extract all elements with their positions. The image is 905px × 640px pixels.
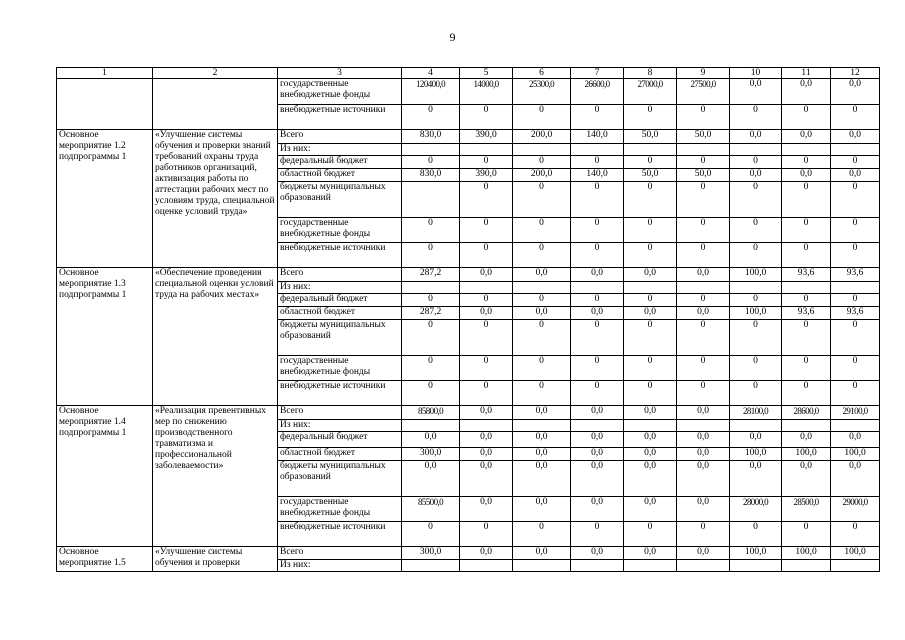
amount-cell: 830,0 <box>402 130 460 144</box>
amount-cell: 0,0 <box>624 268 677 282</box>
funding-source-cell: Из них: <box>278 282 402 294</box>
amount-cell: 0,0 <box>730 461 782 497</box>
funding-source-cell: Из них: <box>278 560 402 572</box>
column-number: 8 <box>624 68 677 79</box>
amount-cell: 287,2 <box>402 307 460 320</box>
table-row <box>57 79 880 105</box>
amount-cell: 0 <box>624 105 677 130</box>
activity-name-cell: Основное мероприятие 1.5 <box>57 547 153 572</box>
amount-cell: 0 <box>624 218 677 243</box>
amount-cell: 100,0 <box>831 547 880 560</box>
amount-cell: 0 <box>677 156 730 169</box>
amount-cell: 0 <box>782 320 831 356</box>
activity-name-cell: Основное мероприятие 1.4 подпрограммы 1 <box>57 406 153 547</box>
amount-cell: 0 <box>782 356 831 381</box>
amount-cell <box>402 144 460 156</box>
amount-cell: 29000,0 <box>831 497 880 522</box>
amount-cell: 0 <box>624 243 677 268</box>
column-number-row <box>57 68 880 79</box>
amount-cell: 0,0 <box>730 130 782 144</box>
amount-cell: 0 <box>513 182 571 218</box>
amount-cell: 0 <box>730 294 782 307</box>
amount-cell: 0,0 <box>677 461 730 497</box>
column-number: 11 <box>782 68 831 79</box>
amount-cell: 93,6 <box>831 307 880 320</box>
amount-cell: 0 <box>782 156 831 169</box>
amount-cell: 0,0 <box>677 497 730 522</box>
amount-cell: 25300,0 <box>513 79 571 105</box>
amount-cell: 100,0 <box>730 307 782 320</box>
amount-cell: 0,0 <box>782 461 831 497</box>
amount-cell: 0 <box>460 381 513 406</box>
funding-source-cell: бюджеты муниципальных образований <box>278 320 402 356</box>
column-number: 12 <box>831 68 880 79</box>
amount-cell: 0 <box>460 182 513 218</box>
amount-cell: 0,0 <box>513 432 571 448</box>
amount-cell: 0 <box>624 320 677 356</box>
amount-cell: 0 <box>831 356 880 381</box>
amount-cell: 0,0 <box>571 307 624 320</box>
amount-cell: 0,0 <box>831 169 880 182</box>
amount-cell: 0 <box>513 156 571 169</box>
funding-source-cell: областной бюджет <box>278 169 402 182</box>
amount-cell: 0 <box>460 218 513 243</box>
activity-name-cell: Основное мероприятие 1.3 подпрограммы 1 <box>57 268 153 406</box>
amount-cell: 100,0 <box>831 448 880 461</box>
funding-source-cell: Из них: <box>278 420 402 432</box>
amount-cell <box>624 144 677 156</box>
amount-cell <box>782 420 831 432</box>
amount-cell: 0,0 <box>460 547 513 560</box>
amount-cell: 0,0 <box>831 130 880 144</box>
amount-cell: 0,0 <box>571 547 624 560</box>
amount-cell: 0,0 <box>460 448 513 461</box>
amount-cell: 0,0 <box>831 432 880 448</box>
amount-cell: 0 <box>730 320 782 356</box>
table-row <box>57 130 880 144</box>
amount-cell: 0 <box>571 243 624 268</box>
amount-cell: 0,0 <box>831 79 880 105</box>
activity-title-cell: «Реализация превентивных мер по снижению производственного травматизма и профессиональной заболеваемости» <box>153 406 278 547</box>
amount-cell: 0 <box>730 218 782 243</box>
funding-source-cell: федеральный бюджет <box>278 432 402 448</box>
amount-cell: 830,0 <box>402 169 460 182</box>
amount-cell: 0 <box>782 105 831 130</box>
amount-cell <box>571 560 624 572</box>
amount-cell: 0 <box>513 243 571 268</box>
amount-cell: 0,0 <box>831 461 880 497</box>
amount-cell: 0,0 <box>624 461 677 497</box>
amount-cell <box>460 144 513 156</box>
amount-cell <box>402 282 460 294</box>
amount-cell: 0 <box>624 156 677 169</box>
amount-cell <box>460 282 513 294</box>
amount-cell: 390,0 <box>460 169 513 182</box>
amount-cell: 50,0 <box>624 130 677 144</box>
amount-cell: 0,0 <box>782 169 831 182</box>
amount-cell: 0 <box>730 182 782 218</box>
amount-cell: 0,0 <box>460 406 513 420</box>
funding-source-cell: государственные внебюджетные фонды <box>278 497 402 522</box>
amount-cell: 0 <box>624 294 677 307</box>
amount-cell: 0 <box>831 320 880 356</box>
amount-cell: 0 <box>782 218 831 243</box>
amount-cell: 0 <box>782 381 831 406</box>
amount-cell: 0 <box>730 156 782 169</box>
funding-source-cell: федеральный бюджет <box>278 156 402 169</box>
amount-cell: 0 <box>513 218 571 243</box>
activity-title-cell <box>153 79 278 130</box>
amount-cell: 50,0 <box>677 130 730 144</box>
amount-cell: 0,0 <box>513 497 571 522</box>
amount-cell: 0 <box>402 320 460 356</box>
table-row <box>57 268 880 282</box>
amount-cell: 0 <box>677 182 730 218</box>
amount-cell <box>571 144 624 156</box>
amount-cell: 300,0 <box>402 448 460 461</box>
amount-cell: 0,0 <box>513 307 571 320</box>
column-number: 7 <box>571 68 624 79</box>
amount-cell: 100,0 <box>730 268 782 282</box>
amount-cell <box>624 282 677 294</box>
amount-cell: 28000,0 <box>730 497 782 522</box>
amount-cell: 0 <box>571 218 624 243</box>
amount-cell: 0,0 <box>624 497 677 522</box>
amount-cell: 0,0 <box>571 461 624 497</box>
amount-cell <box>571 282 624 294</box>
funding-source-cell: внебюджетные источники <box>278 522 402 547</box>
funding-source-cell: государственные внебюджетные фонды <box>278 218 402 243</box>
amount-cell: 0 <box>513 356 571 381</box>
amount-cell: 100,0 <box>782 547 831 560</box>
funding-source-cell: бюджеты муниципальных образований <box>278 461 402 497</box>
funding-source-cell: Из них: <box>278 144 402 156</box>
amount-cell: 0,0 <box>677 547 730 560</box>
amount-cell: 0 <box>571 156 624 169</box>
amount-cell: 29100,0 <box>831 406 880 420</box>
funding-source-cell: Всего <box>278 406 402 420</box>
amount-cell: 26600,0 <box>571 79 624 105</box>
funding-source-cell: областной бюджет <box>278 448 402 461</box>
activity-name-cell <box>57 79 153 130</box>
amount-cell <box>677 560 730 572</box>
amount-cell: 0 <box>513 105 571 130</box>
amount-cell: 0 <box>782 182 831 218</box>
amount-cell <box>513 420 571 432</box>
amount-cell: 0,0 <box>513 461 571 497</box>
funding-source-cell: внебюджетные источники <box>278 243 402 268</box>
amount-cell: 100,0 <box>730 547 782 560</box>
amount-cell: 0 <box>402 243 460 268</box>
amount-cell: 0,0 <box>624 432 677 448</box>
amount-cell: 0 <box>677 522 730 547</box>
amount-cell <box>730 282 782 294</box>
amount-cell: 0 <box>460 243 513 268</box>
amount-cell: 0 <box>831 381 880 406</box>
amount-cell: 0,0 <box>513 268 571 282</box>
amount-cell: 0,0 <box>402 461 460 497</box>
amount-cell: 0,0 <box>513 448 571 461</box>
amount-cell: 0 <box>513 381 571 406</box>
amount-cell: 28100,0 <box>730 406 782 420</box>
amount-cell: 0,0 <box>782 432 831 448</box>
activity-title-cell: «Улучшение системы обучения и проверки <box>153 547 278 572</box>
amount-cell: 0,0 <box>571 268 624 282</box>
amount-cell: 93,6 <box>782 307 831 320</box>
amount-cell: 200,0 <box>513 169 571 182</box>
budget-table <box>56 67 880 572</box>
funding-source-cell: внебюджетные источники <box>278 105 402 130</box>
amount-cell <box>513 282 571 294</box>
column-number: 10 <box>730 68 782 79</box>
amount-cell: 287,2 <box>402 268 460 282</box>
amount-cell: 0 <box>402 522 460 547</box>
amount-cell: 0 <box>831 522 880 547</box>
amount-cell <box>624 560 677 572</box>
amount-cell: 0,0 <box>730 79 782 105</box>
amount-cell: 0 <box>571 105 624 130</box>
amount-cell: 0 <box>402 156 460 169</box>
amount-cell: 0 <box>513 294 571 307</box>
amount-cell: 0 <box>460 522 513 547</box>
amount-cell: 0 <box>402 381 460 406</box>
amount-cell: 0,0 <box>571 432 624 448</box>
amount-cell <box>730 560 782 572</box>
amount-cell <box>402 182 460 218</box>
amount-cell: 0 <box>571 522 624 547</box>
amount-cell: 0,0 <box>730 169 782 182</box>
column-number: 3 <box>278 68 402 79</box>
amount-cell: 120400,0 <box>402 79 460 105</box>
amount-cell: 0,0 <box>513 406 571 420</box>
column-number: 4 <box>402 68 460 79</box>
amount-cell: 140,0 <box>571 130 624 144</box>
amount-cell: 0 <box>624 522 677 547</box>
amount-cell: 0 <box>677 105 730 130</box>
amount-cell: 85500,0 <box>402 497 460 522</box>
table-row <box>57 547 880 560</box>
amount-cell: 0 <box>730 381 782 406</box>
amount-cell: 0 <box>677 381 730 406</box>
amount-cell: 0 <box>460 356 513 381</box>
amount-cell: 28500,0 <box>782 497 831 522</box>
amount-cell <box>624 420 677 432</box>
funding-source-cell: государственные внебюджетные фонды <box>278 79 402 105</box>
amount-cell <box>831 560 880 572</box>
amount-cell: 0 <box>513 522 571 547</box>
amount-cell: 0 <box>624 381 677 406</box>
amount-cell: 0,0 <box>624 448 677 461</box>
amount-cell: 0 <box>782 294 831 307</box>
amount-cell: 93,6 <box>782 268 831 282</box>
amount-cell: 0,0 <box>782 130 831 144</box>
column-number: 2 <box>153 68 278 79</box>
funding-source-cell: федеральный бюджет <box>278 294 402 307</box>
amount-cell: 0 <box>513 320 571 356</box>
amount-cell: 28600,0 <box>782 406 831 420</box>
amount-cell: 0 <box>624 356 677 381</box>
amount-cell <box>677 420 730 432</box>
amount-cell: 0 <box>677 218 730 243</box>
amount-cell: 0 <box>460 320 513 356</box>
amount-cell: 0 <box>571 381 624 406</box>
amount-cell <box>677 144 730 156</box>
column-number: 5 <box>460 68 513 79</box>
funding-source-cell: Всего <box>278 130 402 144</box>
amount-cell: 0 <box>402 356 460 381</box>
amount-cell: 0 <box>460 294 513 307</box>
amount-cell: 0 <box>831 156 880 169</box>
amount-cell <box>460 420 513 432</box>
amount-cell: 27000,0 <box>624 79 677 105</box>
activity-name-cell: Основное мероприятие 1.2 подпрограммы 1 <box>57 130 153 268</box>
amount-cell: 0 <box>677 320 730 356</box>
amount-cell <box>831 144 880 156</box>
amount-cell: 0 <box>571 320 624 356</box>
amount-cell <box>831 420 880 432</box>
column-number: 1 <box>57 68 153 79</box>
amount-cell <box>782 282 831 294</box>
amount-cell <box>782 560 831 572</box>
amount-cell: 390,0 <box>460 130 513 144</box>
amount-cell: 0,0 <box>460 307 513 320</box>
amount-cell <box>730 144 782 156</box>
amount-cell: 0 <box>730 356 782 381</box>
amount-cell: 0 <box>677 243 730 268</box>
activity-title-cell: «Улучшение системы обучения и проверки знаний требований охраны труда работников организаций, активизация работы по аттестации рабочих мест по условиям труда, специальной оценке условий труда» <box>153 130 278 268</box>
amount-cell: 0 <box>624 182 677 218</box>
amount-cell <box>571 420 624 432</box>
amount-cell: 50,0 <box>677 169 730 182</box>
amount-cell <box>782 144 831 156</box>
amount-cell <box>831 282 880 294</box>
amount-cell <box>460 560 513 572</box>
funding-source-cell: государственные внебюджетные фонды <box>278 356 402 381</box>
amount-cell: 93,6 <box>831 268 880 282</box>
activity-title-cell: «Обеспечение проведения специальной оценки условий труда на рабочих местах» <box>153 268 278 406</box>
amount-cell: 0,0 <box>677 406 730 420</box>
amount-cell <box>402 420 460 432</box>
amount-cell: 0 <box>460 156 513 169</box>
amount-cell: 0 <box>831 294 880 307</box>
amount-cell: 0,0 <box>460 461 513 497</box>
amount-cell: 0 <box>402 105 460 130</box>
funding-source-cell: внебюджетные источники <box>278 381 402 406</box>
amount-cell: 0 <box>460 105 513 130</box>
amount-cell: 0,0 <box>513 547 571 560</box>
amount-cell: 100,0 <box>730 448 782 461</box>
amount-cell: 0 <box>730 522 782 547</box>
amount-cell: 0,0 <box>624 307 677 320</box>
amount-cell: 0 <box>831 105 880 130</box>
amount-cell: 0 <box>402 218 460 243</box>
table-row <box>57 406 880 420</box>
amount-cell: 0 <box>402 294 460 307</box>
amount-cell: 0 <box>571 294 624 307</box>
amount-cell: 0 <box>831 218 880 243</box>
amount-cell: 14000,0 <box>460 79 513 105</box>
amount-cell: 0,0 <box>571 406 624 420</box>
amount-cell: 0 <box>831 243 880 268</box>
amount-cell: 50,0 <box>624 169 677 182</box>
page-number: 9 <box>449 30 456 44</box>
amount-cell <box>513 560 571 572</box>
amount-cell: 0,0 <box>730 432 782 448</box>
amount-cell: 0 <box>677 294 730 307</box>
amount-cell: 100,0 <box>782 448 831 461</box>
amount-cell: 0,0 <box>677 268 730 282</box>
amount-cell: 0 <box>730 243 782 268</box>
amount-cell: 300,0 <box>402 547 460 560</box>
amount-cell <box>677 282 730 294</box>
amount-cell: 0 <box>831 182 880 218</box>
column-number: 9 <box>677 68 730 79</box>
amount-cell <box>730 420 782 432</box>
amount-cell: 0,0 <box>460 432 513 448</box>
amount-cell: 0 <box>677 356 730 381</box>
amount-cell: 0,0 <box>460 497 513 522</box>
amount-cell: 0 <box>782 522 831 547</box>
amount-cell: 0,0 <box>571 497 624 522</box>
funding-source-cell: областной бюджет <box>278 307 402 320</box>
amount-cell: 200,0 <box>513 130 571 144</box>
amount-cell: 0 <box>782 243 831 268</box>
amount-cell <box>402 560 460 572</box>
amount-cell: 0,0 <box>677 432 730 448</box>
amount-cell: 0,0 <box>624 406 677 420</box>
amount-cell: 0,0 <box>677 307 730 320</box>
funding-source-cell: Всего <box>278 547 402 560</box>
column-number: 6 <box>513 68 571 79</box>
amount-cell: 0 <box>571 356 624 381</box>
amount-cell: 140,0 <box>571 169 624 182</box>
funding-source-cell: бюджеты муниципальных образований <box>278 182 402 218</box>
amount-cell <box>513 144 571 156</box>
amount-cell: 0 <box>730 105 782 130</box>
amount-cell: 0,0 <box>402 432 460 448</box>
amount-cell: 0 <box>571 182 624 218</box>
amount-cell: 27500,0 <box>677 79 730 105</box>
amount-cell: 0,0 <box>782 79 831 105</box>
funding-source-cell: Всего <box>278 268 402 282</box>
amount-cell: 85800,0 <box>402 406 460 420</box>
amount-cell: 0,0 <box>571 448 624 461</box>
amount-cell: 0,0 <box>677 448 730 461</box>
amount-cell: 0,0 <box>460 268 513 282</box>
amount-cell: 0,0 <box>624 547 677 560</box>
